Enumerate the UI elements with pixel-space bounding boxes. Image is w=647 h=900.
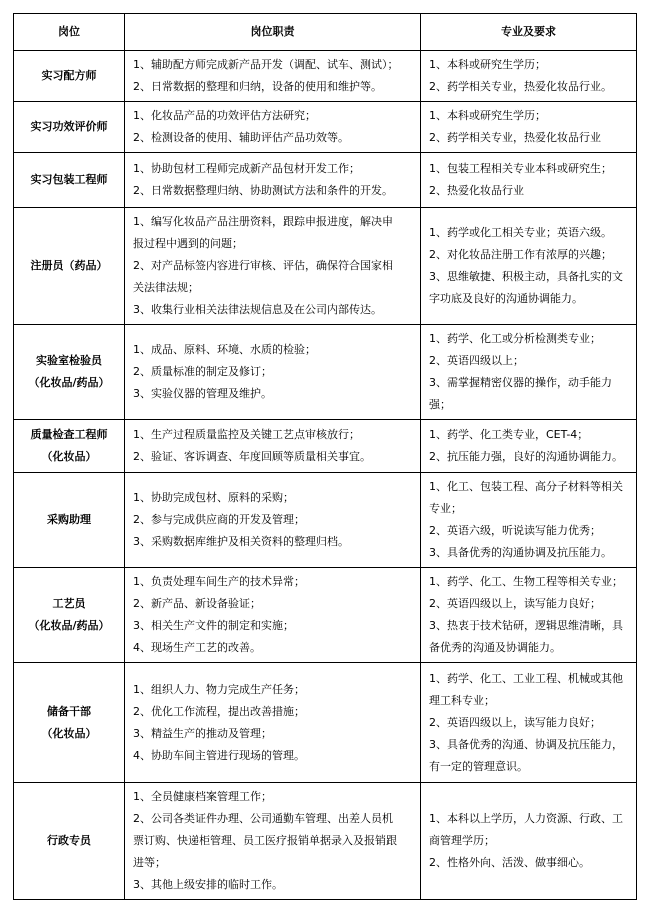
job-requirements-table bbox=[13, 13, 637, 900]
requirements-cell bbox=[421, 473, 637, 568]
table-row bbox=[14, 568, 637, 663]
header-position: 岗位 bbox=[14, 14, 125, 51]
duty-item: 3、精益生产的推动及管理； bbox=[133, 726, 272, 740]
duty-item: 2、质量标准的制定及修订； bbox=[133, 365, 272, 378]
position-name: 实习配方师 bbox=[41, 69, 97, 82]
duties-cell bbox=[125, 568, 421, 663]
position-name: （化妆品/药品） bbox=[28, 619, 110, 632]
duty-item: 3、采购数据库维护及相关资料的整理归档。 bbox=[133, 535, 349, 548]
duties-cell bbox=[125, 153, 421, 208]
duties-cell bbox=[125, 663, 421, 783]
requirement-item: 1、本科以上学历，人力资源、行政、工 商管理学历； bbox=[429, 812, 623, 847]
requirements-cell bbox=[421, 325, 637, 420]
duty-item: 2、参与完成供应商的开发及管理； bbox=[133, 513, 305, 526]
duty-item: 1、化妆品产品的功效评估方法研究； bbox=[133, 109, 316, 122]
requirements-cell bbox=[421, 420, 637, 473]
duty-item: 1、成品、原料、环境、水质的检验； bbox=[133, 343, 316, 356]
duty-item: 1、全员健康档案管理工作； bbox=[133, 790, 272, 803]
position-cell bbox=[14, 568, 125, 663]
table-row bbox=[14, 325, 637, 420]
duty-item: 2、日常数据的整理和归纳，设备的使用和维护等。 bbox=[133, 80, 382, 93]
duties-cell bbox=[125, 783, 421, 900]
position-name: 注册员（药品） bbox=[30, 259, 108, 272]
requirement-item: 1、包装工程相关专业本科或研究生； bbox=[429, 162, 612, 175]
position-cell bbox=[14, 208, 125, 325]
position-cell bbox=[14, 783, 125, 900]
duties-cell bbox=[125, 102, 421, 153]
table-row bbox=[14, 208, 637, 325]
requirement-item: 2、英语六级，听说读写能力优秀； bbox=[429, 524, 601, 537]
position-name: （化妆品） bbox=[41, 450, 97, 463]
requirement-item: 2、英语四级以上，读写能力良好； bbox=[429, 715, 601, 729]
position-name: 工艺员 bbox=[52, 597, 86, 610]
requirements-cell bbox=[421, 208, 637, 325]
duty-item: 4、现场生产工艺的改善。 bbox=[133, 641, 261, 654]
position-cell bbox=[14, 51, 125, 102]
duty-item: 1、协助包材工程师完成新产品包材开发工作； bbox=[133, 162, 360, 175]
requirement-item: 3、思维敏捷、积极主动，具备扎实的文 字功底及良好的沟通协调能力。 bbox=[429, 270, 623, 305]
duty-item: 1、生产过程质量监控及关键工艺点审核放行； bbox=[133, 428, 360, 441]
position-name: （化妆品/药品） bbox=[28, 376, 110, 389]
position-name: 实验室检验员 bbox=[36, 354, 102, 367]
position-cell bbox=[14, 420, 125, 473]
position-name: 实习功效评价师 bbox=[30, 120, 108, 133]
table-row bbox=[14, 473, 637, 568]
header-requirements: 专业及要求 bbox=[421, 14, 637, 51]
requirement-item: 1、本科或研究生学历； bbox=[429, 58, 546, 71]
requirement-item: 1、药学、化工类专业，CET-4； bbox=[429, 428, 589, 441]
duty-item: 2、检测设备的使用、辅助评估产品功效等。 bbox=[133, 131, 349, 144]
table-header-row bbox=[14, 14, 637, 51]
requirements-cell bbox=[421, 51, 637, 102]
duty-item: 3、实验仪器的管理及维护。 bbox=[133, 387, 272, 400]
position-cell bbox=[14, 473, 125, 568]
duty-item: 3、其他上级安排的临时工作。 bbox=[133, 878, 283, 891]
requirement-item: 2、药学相关专业，热爱化妆品行业 bbox=[429, 131, 601, 144]
requirement-item: 2、抗压能力强，良好的沟通协调能力。 bbox=[429, 450, 623, 463]
requirement-item: 2、英语四级以上； bbox=[429, 354, 524, 367]
requirements-cell bbox=[421, 663, 637, 783]
table-row bbox=[14, 783, 637, 900]
requirement-item: 2、对化妆品注册工作有浓厚的兴趣； bbox=[429, 248, 612, 261]
requirement-item: 3、具备优秀的沟通协调及抗压能力。 bbox=[429, 546, 612, 559]
table-row bbox=[14, 102, 637, 153]
duty-item: 2、验证、客诉调查、年度回顾等质量相关事宜。 bbox=[133, 450, 371, 463]
table-row bbox=[14, 51, 637, 102]
position-cell bbox=[14, 102, 125, 153]
duty-item: 1、编写化妆品产品注册资料，跟踪申报进度，解决申 报过程中遇到的问题； bbox=[133, 215, 393, 250]
duty-item: 1、协助完成包材、原料的采购； bbox=[133, 491, 294, 504]
duty-item: 3、收集行业相关法律法规信息及在公司内部传达。 bbox=[133, 303, 382, 316]
requirement-item: 2、性格外向、活泼、做事细心。 bbox=[429, 856, 590, 869]
duty-item: 3、相关生产文件的制定和实施； bbox=[133, 619, 294, 632]
requirement-item: 1、化工、包装工程、高分子材料等相关 专业； bbox=[429, 480, 623, 515]
duty-item: 1、负责处理车间生产的技术异常； bbox=[133, 575, 305, 588]
duty-item: 2、对产品标签内容进行审核、评估，确保符合国家相 关法律法规； bbox=[133, 259, 393, 294]
job-table-container bbox=[13, 13, 637, 900]
position-name: 实习包装工程师 bbox=[30, 173, 108, 186]
requirements-cell bbox=[421, 153, 637, 208]
requirement-item: 3、需掌握精密仪器的操作，动手能力强； bbox=[429, 376, 612, 411]
requirements-cell bbox=[421, 102, 637, 153]
requirement-item: 1、本科或研究生学历； bbox=[429, 109, 546, 122]
position-name: （化妆品） bbox=[41, 726, 97, 740]
table-row bbox=[14, 153, 637, 208]
duties-cell bbox=[125, 420, 421, 473]
requirement-item: 3、具备优秀的沟通、协调及抗压能力， 有一定的管理意识。 bbox=[429, 737, 623, 773]
duties-cell bbox=[125, 325, 421, 420]
requirement-item: 2、热爱化妆品行业 bbox=[429, 184, 524, 197]
header-duties: 岗位职责 bbox=[125, 14, 421, 51]
table-row bbox=[14, 420, 637, 473]
table-row bbox=[14, 663, 637, 783]
position-name: 行政专员 bbox=[47, 834, 91, 847]
duty-item: 2、公司各类证件办理、公司通勤车管理、出差人员机 票订购、快递柜管理、员工医疗报销单据录入及报销跟 进等； bbox=[133, 812, 397, 869]
requirement-item: 1、药学或化工相关专业；英语六级。 bbox=[429, 226, 612, 239]
position-cell bbox=[14, 663, 125, 783]
duties-cell bbox=[125, 208, 421, 325]
duty-item: 4、协助车间主管进行现场的管理。 bbox=[133, 748, 305, 762]
requirement-item: 1、药学、化工或分析检测类专业； bbox=[429, 332, 601, 345]
duty-item: 2、日常数据整理归纳、协助测试方法和条件的开发。 bbox=[133, 184, 393, 197]
requirement-item: 1、药学、化工、生物工程等相关专业； bbox=[429, 575, 623, 588]
position-name: 储备干部 bbox=[47, 704, 91, 718]
duties-cell bbox=[125, 51, 421, 102]
position-name: 采购助理 bbox=[47, 513, 91, 526]
requirement-item: 3、热衷于技术钻研，逻辑思维清晰，具 备优秀的沟通及协调能力。 bbox=[429, 619, 623, 654]
requirement-item: 2、英语四级以上，读写能力良好； bbox=[429, 597, 601, 610]
duty-item: 1、辅助配方师完成新产品开发（调配、试车、测试）； bbox=[133, 58, 399, 71]
duty-item: 1、组织人力、物力完成生产任务； bbox=[133, 682, 305, 696]
requirement-item: 1、药学、化工、工业工程、机械或其他 理工科专业； bbox=[429, 671, 623, 707]
position-name: 质量检查工程师 bbox=[30, 428, 108, 441]
duty-item: 2、优化工作流程，提出改善措施； bbox=[133, 704, 305, 718]
duty-item: 2、新产品、新设备验证； bbox=[133, 597, 261, 610]
position-cell bbox=[14, 325, 125, 420]
requirements-cell bbox=[421, 783, 637, 900]
position-cell bbox=[14, 153, 125, 208]
duties-cell bbox=[125, 473, 421, 568]
requirement-item: 2、药学相关专业，热爱化妆品行业。 bbox=[429, 80, 612, 93]
requirements-cell bbox=[421, 568, 637, 663]
